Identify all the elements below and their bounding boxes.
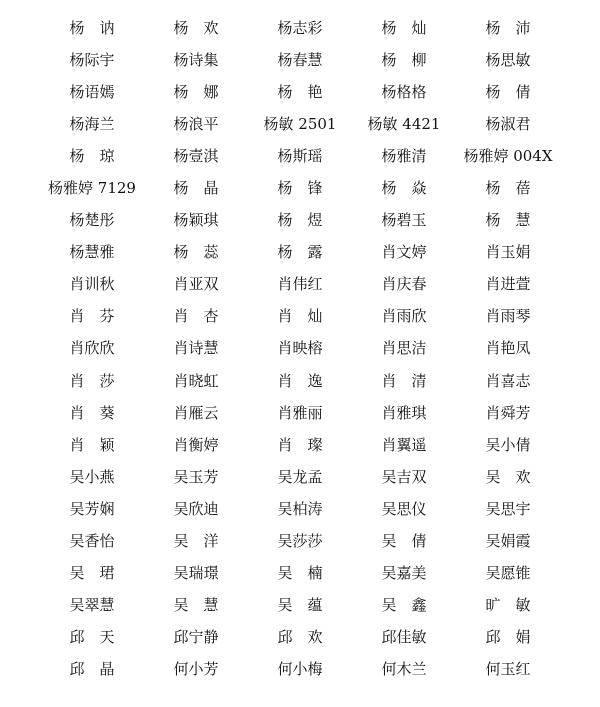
name-cell: 肖 莎 (69, 371, 115, 390)
name-cell: 吴小燕 (69, 467, 115, 486)
name-row (40, 558, 560, 590)
name-grid (40, 12, 560, 686)
name-cell: 吴 鑫 (381, 596, 427, 615)
name-cell: 杨敏 4421 (367, 114, 441, 133)
name-cell: 杨 蓓 (485, 179, 531, 198)
name-cell: 肖喜志 (485, 371, 531, 390)
name-cell: 杨雅婷 004X (463, 146, 553, 165)
name-cell: 杨 露 (277, 243, 323, 262)
name-cell: 杨 沛 (485, 18, 531, 37)
name-cell: 肖诗慧 (173, 339, 219, 358)
name-cell: 杨 灿 (381, 18, 427, 37)
name-cell: 杨 琼 (69, 146, 115, 165)
name-cell: 杨 焱 (381, 179, 427, 198)
name-cell: 吴芳娴 (69, 499, 115, 518)
name-row (40, 12, 560, 44)
name-row (40, 429, 560, 461)
name-row (40, 622, 560, 654)
name-row (40, 237, 560, 269)
name-cell: 吴香怡 (69, 532, 115, 551)
name-row (40, 526, 560, 558)
name-cell: 邱宁静 (173, 628, 219, 647)
name-cell: 吴玉芳 (173, 467, 219, 486)
name-cell: 杨 晶 (173, 179, 219, 198)
name-cell: 肖雨欣 (381, 307, 427, 326)
name-cell: 肖衡婷 (173, 435, 219, 454)
name-cell: 肖庆春 (381, 275, 427, 294)
name-row (40, 172, 560, 204)
name-cell: 杨诗集 (173, 50, 219, 69)
name-row (40, 590, 560, 622)
name-cell: 杨海兰 (69, 114, 115, 133)
name-cell: 吴瑞璟 (173, 564, 219, 583)
name-row (40, 108, 560, 140)
name-cell: 吴莎莎 (277, 532, 323, 551)
name-cell: 吴愿锥 (485, 564, 531, 583)
name-cell: 邱 晶 (69, 660, 115, 679)
name-cell: 杨 蕊 (173, 243, 219, 262)
name-cell: 吴吉双 (381, 467, 427, 486)
name-row (40, 493, 560, 525)
name-row (40, 269, 560, 301)
name-cell: 杨 倩 (485, 82, 531, 101)
name-cell: 肖雁云 (173, 403, 219, 422)
name-cell: 杨雅清 (381, 146, 427, 165)
name-row (40, 397, 560, 429)
name-cell: 肖雅琪 (381, 403, 427, 422)
name-cell: 吴欣迪 (173, 499, 219, 518)
name-cell: 吴 蕴 (277, 596, 323, 615)
name-cell: 吴翠慧 (69, 596, 115, 615)
name-cell: 杨雅婷 7129 (48, 179, 136, 198)
name-cell: 何小梅 (277, 660, 323, 679)
name-row (40, 140, 560, 172)
name-cell: 杨思敏 (485, 50, 531, 69)
name-cell: 邱 天 (69, 628, 115, 647)
name-cell: 肖 芬 (69, 307, 115, 326)
name-cell: 吴 珺 (69, 564, 115, 583)
name-row (40, 654, 560, 686)
name-cell: 杨斯瑶 (277, 146, 323, 165)
name-cell: 吴娟霞 (485, 532, 531, 551)
name-cell: 吴 洋 (173, 532, 219, 551)
name-cell: 吴思宇 (485, 499, 531, 518)
name-cell: 何木兰 (381, 660, 427, 679)
name-cell: 肖进萱 (485, 275, 531, 294)
name-cell: 杨 讷 (69, 18, 115, 37)
name-cell: 杨淑君 (485, 114, 531, 133)
name-cell: 杨 欢 (173, 18, 219, 37)
name-cell: 杨 锋 (277, 179, 323, 198)
name-row (40, 333, 560, 365)
name-cell: 肖翼遥 (381, 435, 427, 454)
name-cell: 肖训秋 (69, 275, 115, 294)
name-cell: 杨际宇 (69, 50, 115, 69)
name-cell: 肖 灿 (277, 307, 323, 326)
name-row (40, 76, 560, 108)
name-cell: 杨志彩 (277, 18, 323, 37)
name-cell: 肖舜芳 (485, 403, 531, 422)
name-cell: 杨慧雅 (69, 243, 115, 262)
name-cell: 杨语嫣 (69, 82, 115, 101)
name-cell: 肖 颖 (69, 435, 115, 454)
name-cell: 杨颖琪 (173, 211, 219, 230)
name-cell: 肖晓虹 (173, 371, 219, 390)
name-cell: 肖雅丽 (277, 403, 323, 422)
name-row (40, 461, 560, 493)
name-cell: 邱 欢 (277, 628, 323, 647)
name-cell: 肖 璨 (277, 435, 323, 454)
name-cell: 吴嘉美 (381, 564, 427, 583)
name-cell: 杨 柳 (381, 50, 427, 69)
name-cell: 杨 娜 (173, 82, 219, 101)
name-cell: 吴 倩 (381, 532, 427, 551)
name-cell: 吴 欢 (485, 467, 531, 486)
name-cell: 邱佳敏 (381, 628, 427, 647)
name-cell: 肖 葵 (69, 403, 115, 422)
name-cell: 何小芳 (173, 660, 219, 679)
name-cell: 杨 艳 (277, 82, 323, 101)
name-cell: 杨壹淇 (173, 146, 219, 165)
name-cell: 邱 娟 (485, 628, 531, 647)
name-cell: 肖 逸 (277, 371, 323, 390)
name-row (40, 365, 560, 397)
name-row (40, 205, 560, 237)
name-cell: 肖思洁 (381, 339, 427, 358)
name-cell: 肖亚双 (173, 275, 219, 294)
name-cell: 杨碧玉 (381, 211, 427, 230)
name-row (40, 301, 560, 333)
name-cell: 吴思仪 (381, 499, 427, 518)
name-cell: 杨 煜 (277, 211, 323, 230)
name-cell: 杨敏 2501 (263, 114, 337, 133)
name-cell: 肖欣欣 (69, 339, 115, 358)
name-cell: 吴柏涛 (277, 499, 323, 518)
name-cell: 吴 慧 (173, 596, 219, 615)
name-cell: 吴 楠 (277, 564, 323, 583)
name-cell: 肖映榕 (277, 339, 323, 358)
name-cell: 肖艳凤 (485, 339, 531, 358)
name-cell: 杨 慧 (485, 211, 531, 230)
name-cell: 肖 清 (381, 371, 427, 390)
name-cell: 何玉红 (485, 660, 531, 679)
name-cell: 杨浪平 (173, 114, 219, 133)
name-row (40, 44, 560, 76)
name-cell: 肖玉娟 (485, 243, 531, 262)
name-cell: 肖 杏 (173, 307, 219, 326)
name-cell: 杨春慧 (277, 50, 323, 69)
name-cell: 杨格格 (381, 82, 427, 101)
name-cell: 杨楚彤 (69, 211, 115, 230)
name-cell: 旷 敏 (485, 596, 531, 615)
name-cell: 肖文婷 (381, 243, 427, 262)
name-cell: 肖雨琴 (485, 307, 531, 326)
name-cell: 肖伟红 (277, 275, 323, 294)
name-cell: 吴龙孟 (277, 467, 323, 486)
name-cell: 吴小倩 (485, 435, 531, 454)
